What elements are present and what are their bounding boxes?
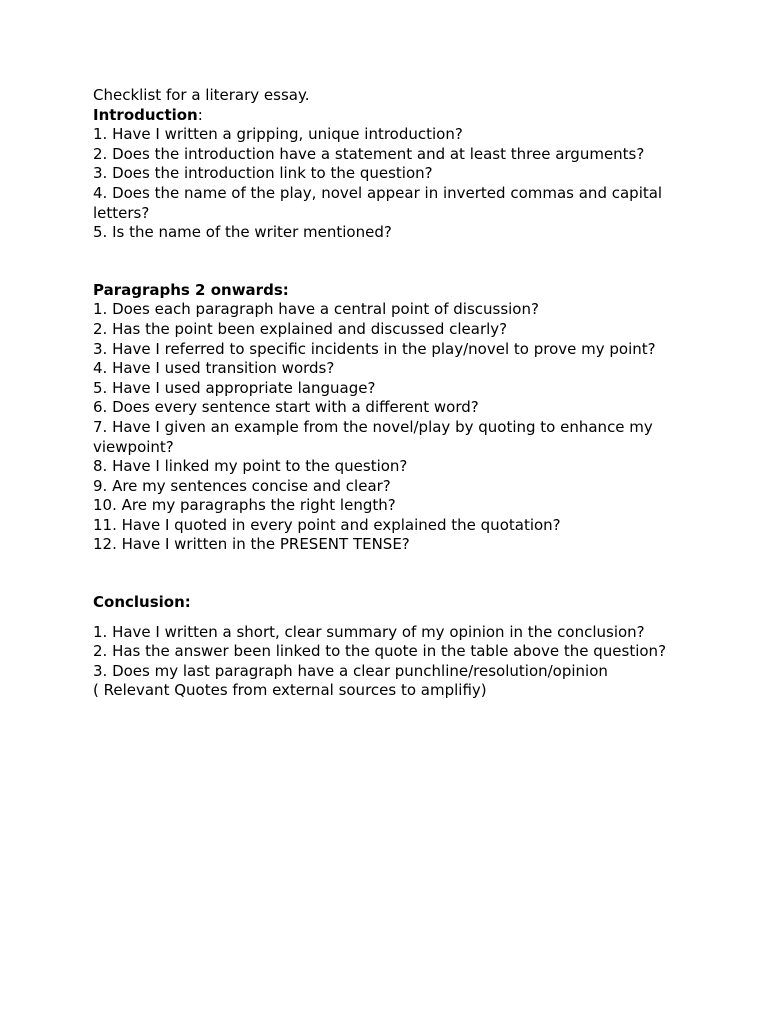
section-spacer: [93, 555, 693, 593]
list-item: 1. Have I written a gripping, unique introduction?: [93, 125, 463, 144]
list-item: 5. Have I used appropriate language?: [93, 378, 376, 397]
list-item: 2. Has the point been explained and discussed clearly?: [93, 319, 508, 338]
paragraphs-heading: Paragraphs 2 onwards:: [93, 280, 289, 299]
list-item: 2. Has the answer been linked to the quote in the table above the question?: [93, 642, 667, 661]
list-item: 4. Have I used transition words?: [93, 359, 335, 378]
list-item: 1. Have I written a short, clear summary of my opinion in the conclusion?: [93, 622, 645, 641]
document-title: Checklist for a literary essay.: [93, 86, 310, 104]
document-page: [93, 86, 693, 701]
list-item: 11. Have I quoted in every point and explained the quotation?: [93, 515, 561, 534]
conclusion-heading: Conclusion:: [93, 593, 191, 612]
introduction-list: [93, 125, 693, 243]
conclusion-note: ( Relevant Quotes from external sources to amplifiy): [93, 681, 487, 700]
list-item: 3. Does the introduction link to the question?: [93, 164, 433, 183]
list-item: 5. Is the name of the writer mentioned?: [93, 223, 392, 242]
introduction-heading-colon: :: [197, 105, 203, 124]
introduction-heading-row: [93, 106, 693, 126]
list-item: 3. Have I referred to specific incidents in the play/novel to prove my point?: [93, 339, 656, 358]
section-spacer: [93, 243, 693, 281]
conclusion-list: [93, 623, 693, 682]
list-item: 12. Have I written in the PRESENT TENSE?: [93, 535, 410, 554]
paragraphs-list: [93, 300, 693, 555]
list-item: 8. Have I linked my point to the question?: [93, 457, 408, 476]
list-item: 3. Does my last paragraph have a clear punchline/resolution/opinion: [93, 661, 608, 680]
list-item: 10. Are my paragraphs the right length?: [93, 496, 396, 515]
list-item: 2. Does the introduction have a statement and at least three arguments?: [93, 144, 645, 163]
list-item: 7. Have I given an example from the novel/play by quoting to enhance my viewpoint?: [93, 417, 653, 456]
list-item: 9. Are my sentences concise and clear?: [93, 476, 391, 495]
heading-spacer: [93, 613, 693, 623]
introduction-heading: Introduction: [93, 105, 198, 124]
list-item: 6. Does every sentence start with a different word?: [93, 398, 479, 417]
list-item: 1. Does each paragraph have a central point of discussion?: [93, 300, 539, 319]
list-item: 4. Does the name of the play, novel appear in inverted commas and capital letters?: [93, 183, 663, 222]
